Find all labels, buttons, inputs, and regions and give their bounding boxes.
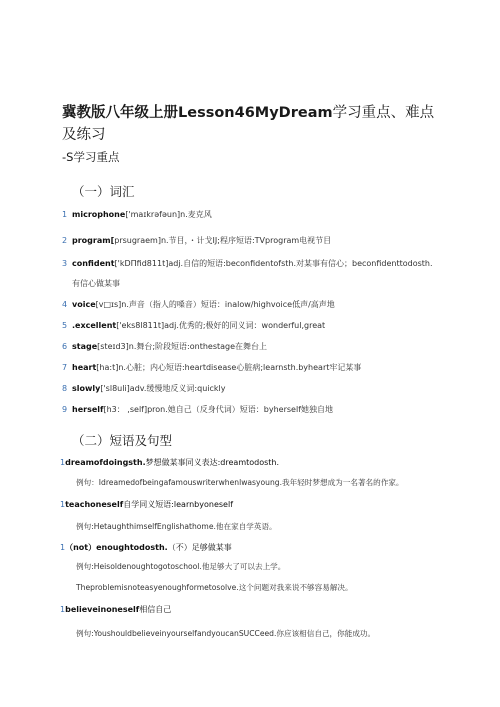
- example-sentence: Theproblemisnoteasyenoughformetosolve.这个问题对我来说不够容易解决。: [76, 583, 353, 592]
- example-sentence: 例句:HetaughthimselfEnglishathome.他在家自学英语。: [76, 522, 277, 531]
- vocab-item: 9 herself[h3： ,self]pron.她自己（反身代词）短语：byherself她独自地: [62, 405, 334, 414]
- vocab-item-continuation: 有信心做某事: [72, 279, 120, 288]
- example-sentence: 例句:YoushouldbelieveinyourselfandyoucanSUCCeed.你应该相信自己，你能成功。: [76, 629, 376, 638]
- vocab-item: 4 voice[v□ɪs]n.声音（指人的嗓音）短语：inalow/highvoice低声/高声地: [62, 300, 335, 309]
- title-rest: 学习重点、难点及练习: [62, 105, 435, 143]
- subheading-vocabulary: （一）词汇: [72, 184, 135, 199]
- section-heading: -S学习重点: [62, 150, 120, 164]
- vocab-item: 6 stage[steɪd3]n.舞台;阶段短语:onthestage在舞台上: [62, 342, 268, 351]
- example-sentence: 例句:Heisoldenoughtogotoschool.他足够大了可以去上学。: [76, 562, 286, 571]
- vocab-item: 5 .excellent['eks8l811t]adj.优秀的;极好的同义词：wonderful,great: [62, 321, 326, 330]
- phrase-item: 1（not）enoughtodosth.（不）足够做某事: [60, 543, 232, 552]
- title-bold: 冀教版八年级上册Lesson46MyDream: [62, 105, 333, 121]
- phrase-item: 1dreamofdoingsth.梦想做某事同义表达:dreamtodosth.: [60, 458, 280, 467]
- subheading-phrases: （二）短语及句型: [72, 433, 173, 448]
- vocab-item: 2 program[prsugraem]n.节目，・计戈IJ;程序短语:TVprogram电视节目: [62, 236, 332, 245]
- vocab-item: 8 slowly['sl8uli]adv.缓慢地反义词:quickly: [62, 384, 226, 393]
- document-title: [62, 102, 447, 146]
- vocab-item: 7 heart[ha:t]n.心脏；内心短语:heartdisease心脏病;learnsth.byheart牢记某事: [62, 363, 362, 372]
- example-sentence: 例句：Idreamedofbeingafamouswriterwhenlwasyoung.我年轻时梦想成为一名著名的作家。: [76, 478, 404, 487]
- phrase-item: 1teachoneself自学同义短语:learnbyoneself: [60, 500, 234, 509]
- vocab-item: 3 confident['kDΠfid811t]adj.自信的短语:beconfidentofsth.对某事有信心；beconfidenttodosth.: [62, 259, 433, 268]
- vocab-item: 1 microphone['maɪkrəfəun]n.麦克风: [62, 210, 212, 219]
- phrase-item: 1believeinoneself相信自己: [60, 605, 172, 614]
